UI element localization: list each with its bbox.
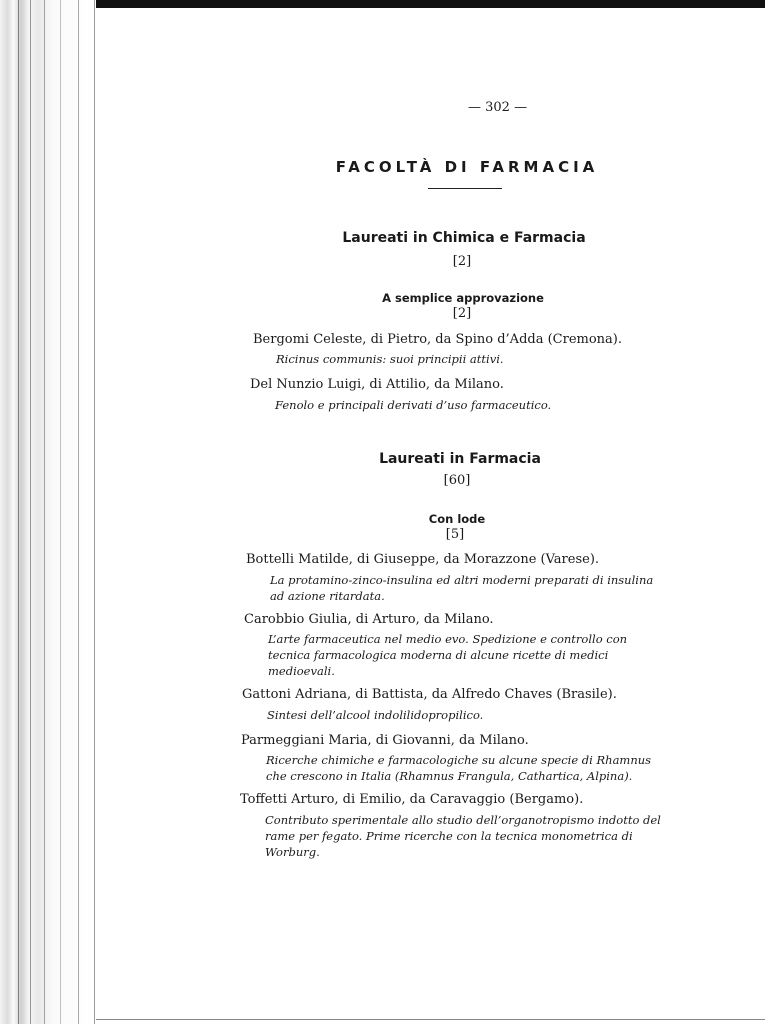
- graduate-name: Bergomi Celeste, di Pietro, da Spino d’Adda (Cremona).: [253, 332, 623, 347]
- graduate-name: Parmeggiani Maria, di Giovanni, da Milano.: [241, 733, 529, 748]
- section1-count: [2]: [452, 254, 472, 269]
- thesis-title: La protamino-zinco-insulina ed altri moderni preparati di insulina ad azione ritardata.: [270, 573, 654, 603]
- page-number: — 302 —: [468, 100, 528, 115]
- scan-top-edge: [0, 0, 765, 8]
- section1-subcount: [2]: [452, 306, 472, 321]
- faculty-title: FACOLTÀ DI FARMACIA: [335, 158, 599, 176]
- thesis-title: Ricinus communis: suoi principii attivi.: [276, 352, 504, 366]
- graduate-name: Toffetti Arturo, di Emilio, da Caravaggio (Bergamo).: [240, 792, 584, 807]
- section2-heading: Laureati in Farmacia: [379, 451, 541, 467]
- thesis-title: Ricerche chimiche e farmacologiche su alcune specie di Rhamnus che crescono in Italia (Rhamnus Frangula, Cathartica, Alpina).: [266, 753, 652, 783]
- thesis-title: Fenolo e principali derivati d’uso farmaceutico.: [275, 398, 552, 412]
- graduate-name: Del Nunzio Luigi, di Attilio, da Milano.: [250, 377, 504, 392]
- title-rule: [428, 188, 502, 189]
- thesis-title: Sintesi dell’alcool indolilidopropilico.: [267, 708, 484, 722]
- section2-subheading: Con lode: [428, 512, 486, 526]
- graduate-name: Bottelli Matilde, di Giuseppe, da Morazzone (Varese).: [246, 552, 600, 567]
- section2-count: [60]: [443, 473, 471, 488]
- graduate-name: Carobbio Giulia, di Arturo, da Milano.: [244, 612, 494, 627]
- section2-subcount: [5]: [445, 527, 465, 542]
- thesis-title: L’arte farmaceutica nel medio evo. Spedizione e controllo con tecnica farmacologica moderna di alcune ricette di medici medioevali.: [268, 632, 628, 678]
- section1-subheading: A semplice approvazione: [382, 291, 544, 305]
- section1-heading: Laureati in Chimica e Farmacia: [342, 230, 586, 246]
- scan-bottom-edge: [96, 1019, 765, 1020]
- thesis-title: Contributo sperimentale allo studio dell’organotropismo indotto del rame per fegato. Prime ricerche con la tecnica monometrica di Worburg.: [265, 813, 661, 859]
- book-binding-edge: [0, 0, 96, 1024]
- graduate-name: Gattoni Adriana, di Battista, da Alfredo Chaves (Brasile).: [242, 687, 617, 702]
